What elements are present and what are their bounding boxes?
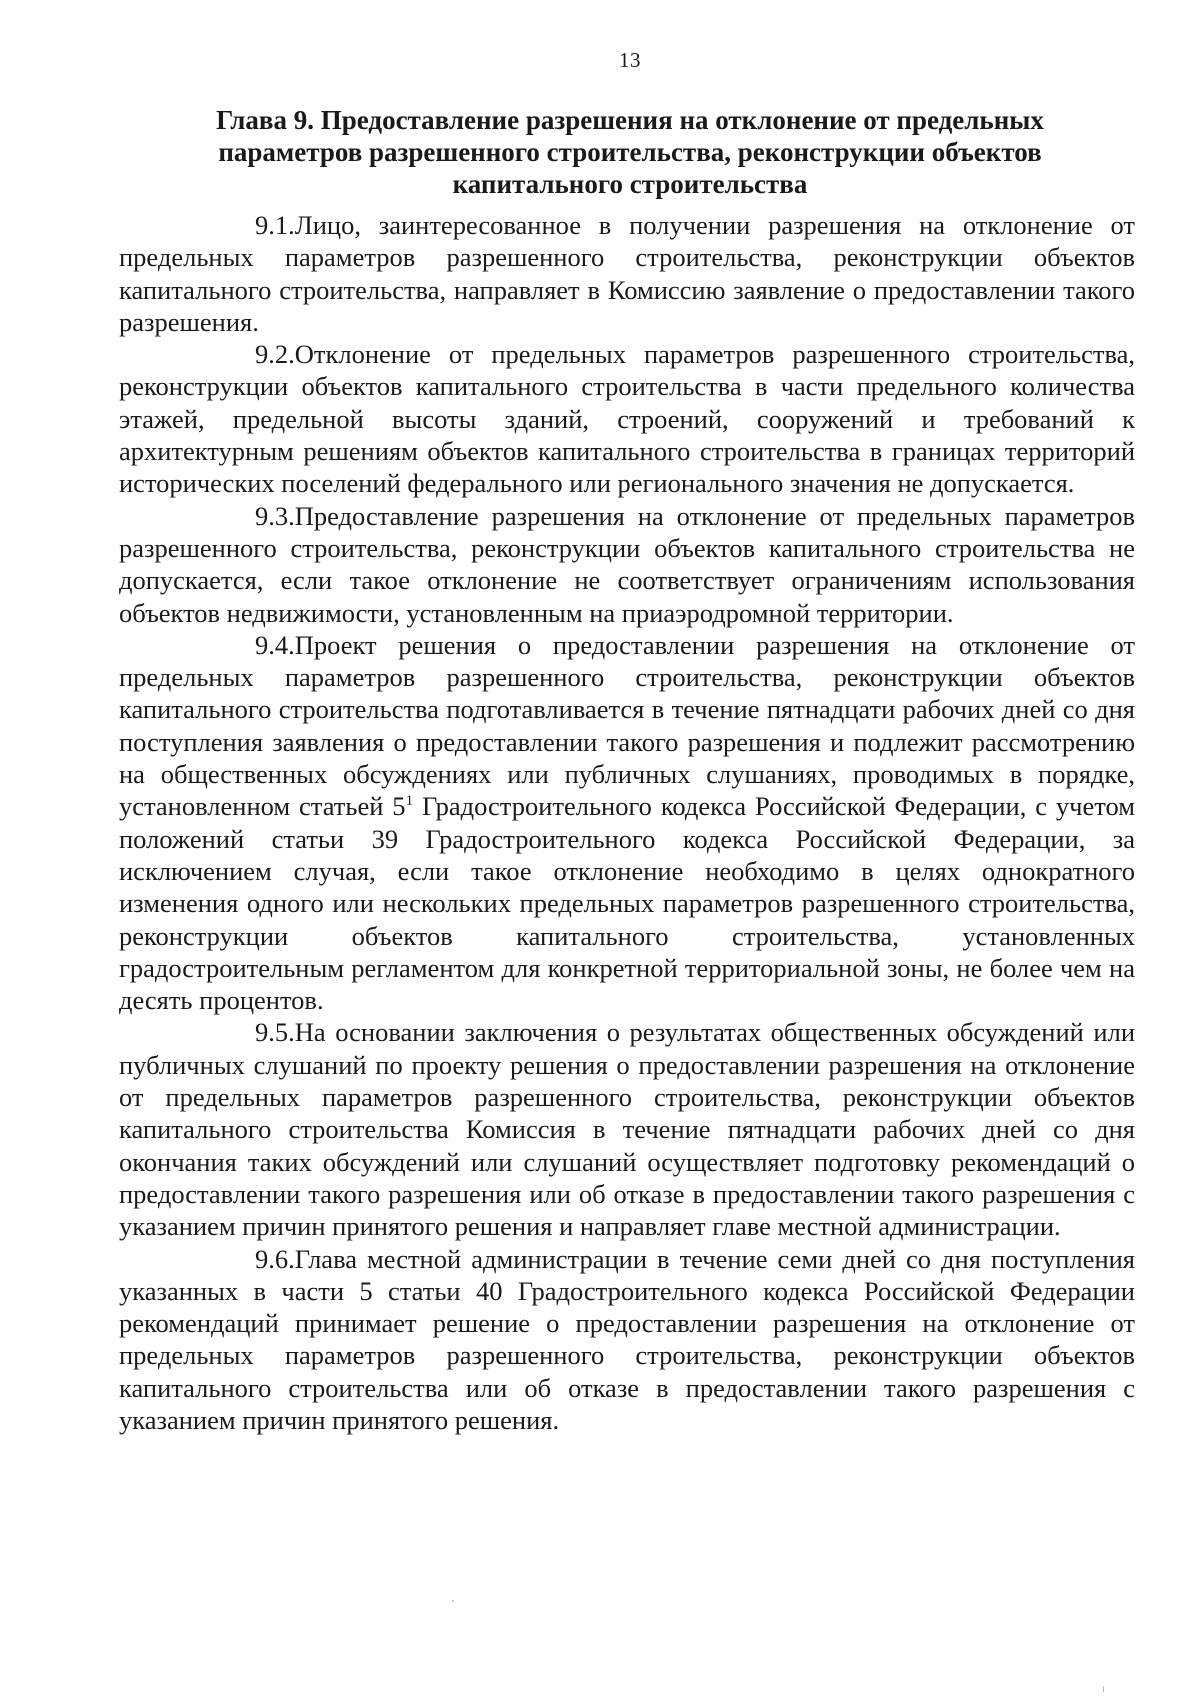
- chapter-title: [150, 104, 1110, 200]
- scan-speck: [452, 1600, 454, 1602]
- paragraph-text: Лицо, заинтересованное в получении разрешения на отклонение от предельных параметров разрешенного строительства, реконструкции объектов капитального строительства, направляет в Комиссию заявление о предоставлении такого разрешения.: [119, 210, 1135, 337]
- paragraph-9-2: [119, 338, 1135, 499]
- paragraph-text: На основании заключения о результатах общественных обсуждений или публичных слушаний по проекту решения о предоставлении разрешения на отклонение от предельных параметров разрешенного строительства, реконструкции объектов капитального строительства Комиссия в течение пятнадцати рабочих дней со дня окончания таких обсуждений или слушаний осуществляет подготовку рекомендаций о предоставлении такого разрешения или об отказе в предоставлении такого разрешения с указанием причин принятого решения и направляет главе местной администрации.: [119, 1017, 1135, 1242]
- paragraph-number: 9.2.: [255, 339, 295, 370]
- superscript-article-number: 1: [405, 793, 414, 810]
- paragraph-text: Градостроительного кодекса Российской Федерации, с учетом положений статьи 39 Градостроительного кодекса Российской Федерации, за исключением случая, если такое отклонение необходимо в целях однократного изменения одного или нескольких предельных параметров разрешенного строительства, реконструкции объектов капитального строительства, установленных градостроительным регламентом для конкретной территориальной зоны, не более чем на десять процентов.: [119, 791, 1135, 1016]
- paragraph-9-6: [119, 1243, 1135, 1437]
- paragraph-number: 9.1.: [255, 210, 295, 240]
- paragraph-number: 9.4.: [255, 629, 295, 660]
- document-body: [119, 209, 1135, 1436]
- paragraph-number: 9.6.: [255, 1243, 295, 1274]
- paragraph-number: 9.5.: [255, 1017, 295, 1048]
- chapter-title-line: капитального строительства: [452, 169, 808, 199]
- paragraph-text: Отклонение от предельных параметров разрешенного строительства, реконструкции объектов капитального строительства в части предельного количества этажей, предельной высоты зданий, строений, сооружений и требований к архитектурным решениям объектов капитального строительства в границах территорий исторических поселений федерального или регионального значения не допускается.: [119, 339, 1135, 499]
- paragraph-9-4: [119, 629, 1135, 1017]
- paragraph-text: Глава местной администрации в течение семи дней со дня поступления указанных в части 5 статьи 40 Градостроительного кодекса Российской Федерации рекомендаций принимает решение о предоставлении разрешения на отклонение от предельных параметров разрешенного строительства, реконструкции объектов капитального строительства или об отказе в предоставлении такого разрешения с указанием причин принятого решения.: [119, 1243, 1135, 1435]
- scan-speck: [1103, 1686, 1104, 1692]
- paragraph-text: Предоставление разрешения на отклонение от предельных параметров разрешенного строительства, реконструкции объектов капитального строительства не допускается, если такое отклонение не соответствует ограничениям использования объектов недвижимости, установленным на приаэродромной территории.: [119, 500, 1135, 628]
- paragraph-number: 9.3.: [255, 500, 295, 531]
- chapter-title-line: параметров разрешенного строительства, реконструкции объектов: [218, 137, 1042, 167]
- page-number: 13: [619, 48, 641, 72]
- chapter-title-line: Глава 9. Предоставление разрешения на отклонение от предельных: [216, 105, 1044, 135]
- paragraph-text: Проект решения о предоставлении разрешения на отклонение от предельных параметров разрешенного строительства, реконструкции объектов капитального строительства подготавливается в течение пятнадцати рабочих дней со дня поступления заявления о предоставлении такого разрешения и подлежит рассмотрению на общественных обсуждениях или публичных слушаниях, проводимых в порядке, установленном статьей 5: [119, 629, 1135, 822]
- paragraph-9-1: [119, 209, 1135, 338]
- paragraph-9-5: [119, 1016, 1135, 1242]
- paragraph-9-3: [119, 500, 1135, 629]
